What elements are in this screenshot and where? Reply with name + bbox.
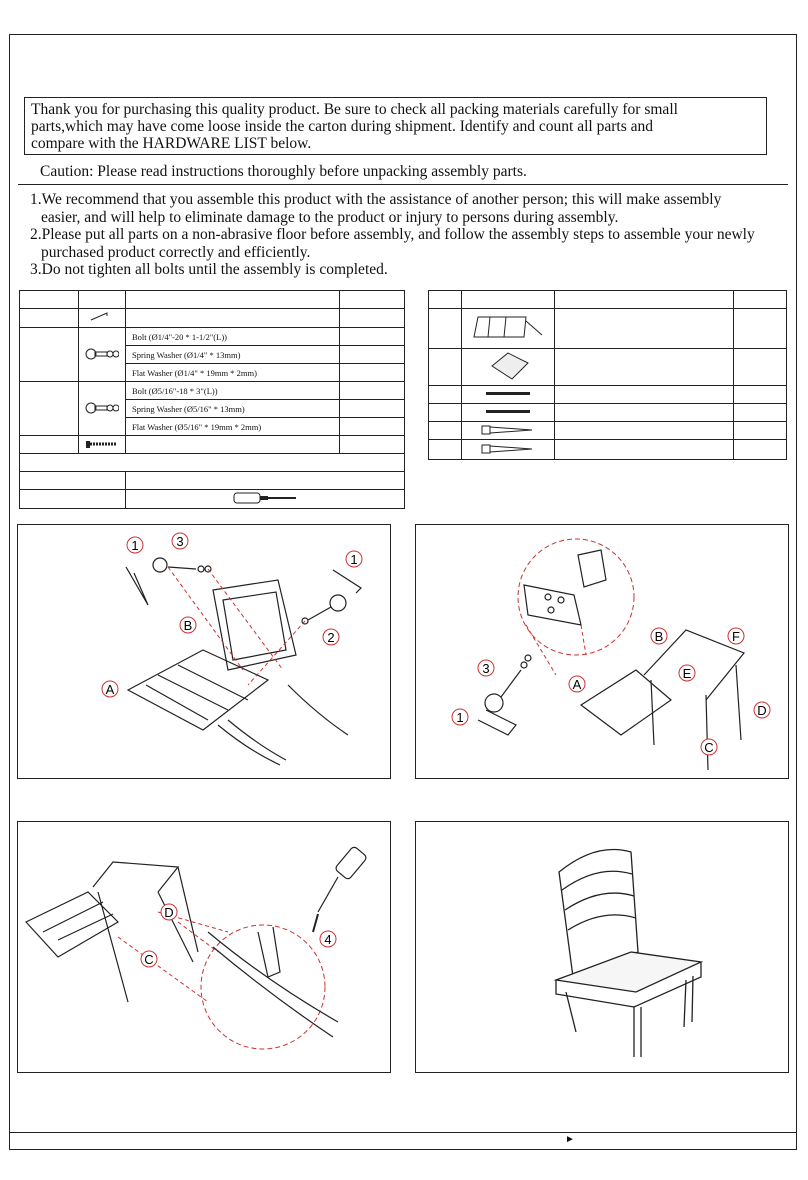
rail-icon [462,404,555,422]
callout-3: 3 [482,661,490,676]
caution-text: Caution: Please read instructions thoroughly before unpacking assembly parts. [40,163,527,180]
hardware-item: Bolt (Ø1/4"-20 * 1-1/2"(L)) [126,328,340,346]
chair-back-icon [462,309,555,349]
step-3-diagram [18,822,392,1074]
hardware-item: Flat Washer (Ø1/4" * 19mm * 2mm) [126,364,340,382]
callout-4: 4 [324,932,332,947]
step-2: 2.Please put all parts on a non-abrasive floor before assembly, and follow the assembly steps to assemble your newly [30,226,755,244]
hardware-item: Spring Washer (Ø5/16" * 13mm) [126,400,340,418]
callout-B: B [183,618,193,633]
callout-E: E [682,666,692,681]
allen-key-icon [79,309,126,328]
callout-A: A [572,677,582,692]
hardware-item: Flat Washer (Ø5/16" * 19mm * 2mm) [126,418,340,436]
intro-line: compare with the HARDWARE LIST below. [31,135,312,152]
step-2-diagram [416,525,790,780]
callout-C: C [144,952,154,967]
intro-box [24,97,767,155]
step-1-panel [17,524,391,779]
bolt-set-icon [79,382,126,436]
hardware-item: Spring Washer (Ø1/4" * 13mm) [126,346,340,364]
callout-D: D [164,905,174,920]
callout-A: A [105,682,115,697]
hardware-item: Bolt (Ø5/16"-18 * 3"(L)) [126,382,340,400]
page-footer [9,1132,797,1151]
next-arrow-icon: ► [565,1134,575,1145]
finished-chair-illustration [416,822,790,1074]
divider [18,184,788,185]
leg-icon [462,422,555,440]
screwdriver-icon [126,490,405,509]
seat-icon [462,349,555,386]
instruction-list [30,191,755,279]
screw-icon [79,436,126,454]
step-4-panel [415,821,789,1073]
callout-F: F [732,629,740,644]
bolt-set-icon [79,328,126,382]
callout-2: 2 [327,630,335,645]
step-2-cont: purchased product correctly and efficiently. [41,243,311,261]
callout-B: B [654,629,664,644]
intro-line: parts,which may have come loose inside the carton during shipment. Identify and count all parts and [31,118,653,135]
callout-1: 1 [131,538,139,553]
callout-C: C [704,740,714,755]
step-3: 3.Do not tighten all bolts until the assembly is completed. [30,261,388,279]
step-1: 1.We recommend that you assemble this product with the assistance of another person; this will make assembly [30,191,722,208]
step-3-panel [17,821,391,1073]
step-1-cont: easier, and will help to eliminate damage to the product or injury to persons during assembly. [41,208,619,226]
parts-table [428,290,787,460]
callout-D: D [757,703,767,718]
callout-1: 1 [350,552,358,567]
callout-3: 3 [176,534,184,549]
step-2-panel [415,524,789,779]
step-1-diagram [18,525,392,780]
leg-icon [462,440,555,460]
hardware-table [19,290,405,509]
intro-line: Thank you for purchasing this quality product. Be sure to check all packing materials carefully for small [31,101,678,118]
rail-icon [462,386,555,404]
callout-1: 1 [456,710,464,725]
